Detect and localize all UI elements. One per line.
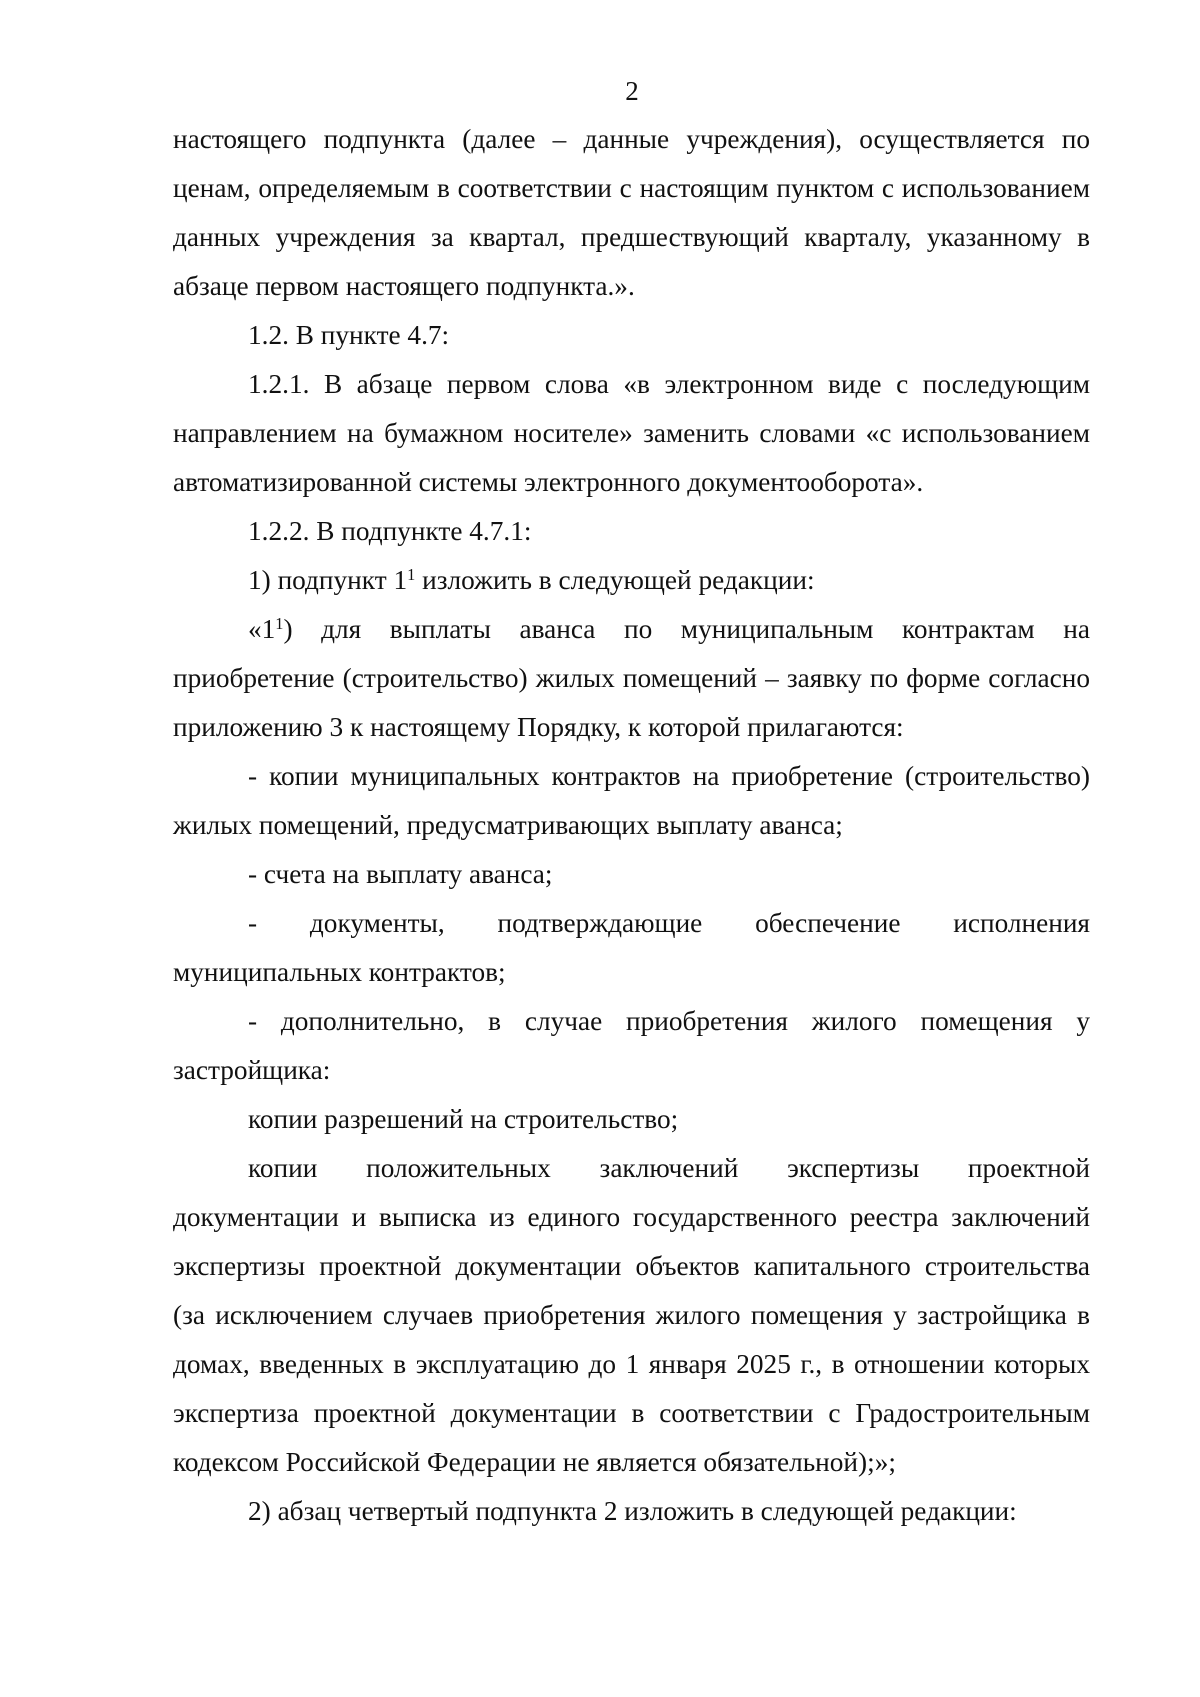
paragraph-additionally: - дополнительно, в случае приобретения жилого помещения у застройщика: <box>173 1006 1090 1085</box>
paragraph-1-2-1: 1.2.1. В абзаце первом слова «в электронном виде с последующим направлением на бумажном носителе» заменить словами «с использованием автоматизированной системы электронного документооборота». <box>173 369 1090 497</box>
subitem-1-1-text-end: ) для выплаты аванса по муниципальным контрактам на приобретение (строительство) жилых помещений – заявку по форме согласно приложению 3 к настоящему Порядку, к которой прилагаются: <box>173 614 1090 742</box>
item-1-superscript: 1 <box>407 565 416 584</box>
paragraph-item-1 <box>173 556 1090 605</box>
paragraph-expertise: копии положительных заключений экспертизы проектной документации и выписка из единого государственного реестра заключений экспертизы проектной документации объектов капитального строительства (за исключением случаев приобретения жилого помещения у застройщика в домах, введенных в эксплуатацию до 1 января 2025 г., в отношении которых экспертиза проектной документации в соответствии с Градостроительным кодексом Российской Федерации не является обязательной);»; <box>173 1153 1090 1477</box>
subitem-1-1-superscript: 1 <box>275 614 284 633</box>
paragraph-invoices: - счета на выплату аванса; <box>248 859 553 889</box>
paragraph-continuation: настоящего подпункта (далее – данные учреждения), осуществляется по ценам, определяемым в соответствии с настоящим пунктом с использованием данных учреждения за квартал, предшествующий кварталу, указанному в абзаце первом настоящего подпункта.». <box>173 124 1090 301</box>
item-1-text-start: 1) подпункт 1 <box>248 565 408 595</box>
subitem-1-1-text-start: «1 <box>248 614 276 644</box>
paragraph-1-2: 1.2. В пункте 4.7: <box>248 320 450 350</box>
paragraph-item-2: 2) абзац четвертый подпункта 2 изложить в следующей редакции: <box>248 1496 1017 1526</box>
paragraph-subitem-1-1 <box>173 605 1090 752</box>
paragraph-permits: копии разрешений на строительство; <box>248 1104 679 1134</box>
item-1-text-end: изложить в следующей редакции: <box>415 565 815 595</box>
paragraph-security-documents: - документы, подтверждающие обеспечение исполнения муниципальных контрактов; <box>173 908 1090 987</box>
page-number: 2 <box>625 76 639 106</box>
paragraph-contract-copies: - копии муниципальных контрактов на приобретение (строительство) жилых помещений, предусматривающих выплату аванса; <box>173 761 1090 840</box>
paragraph-1-2-2: 1.2.2. В подпункте 4.7.1: <box>248 516 532 546</box>
document-body <box>173 115 1090 1536</box>
